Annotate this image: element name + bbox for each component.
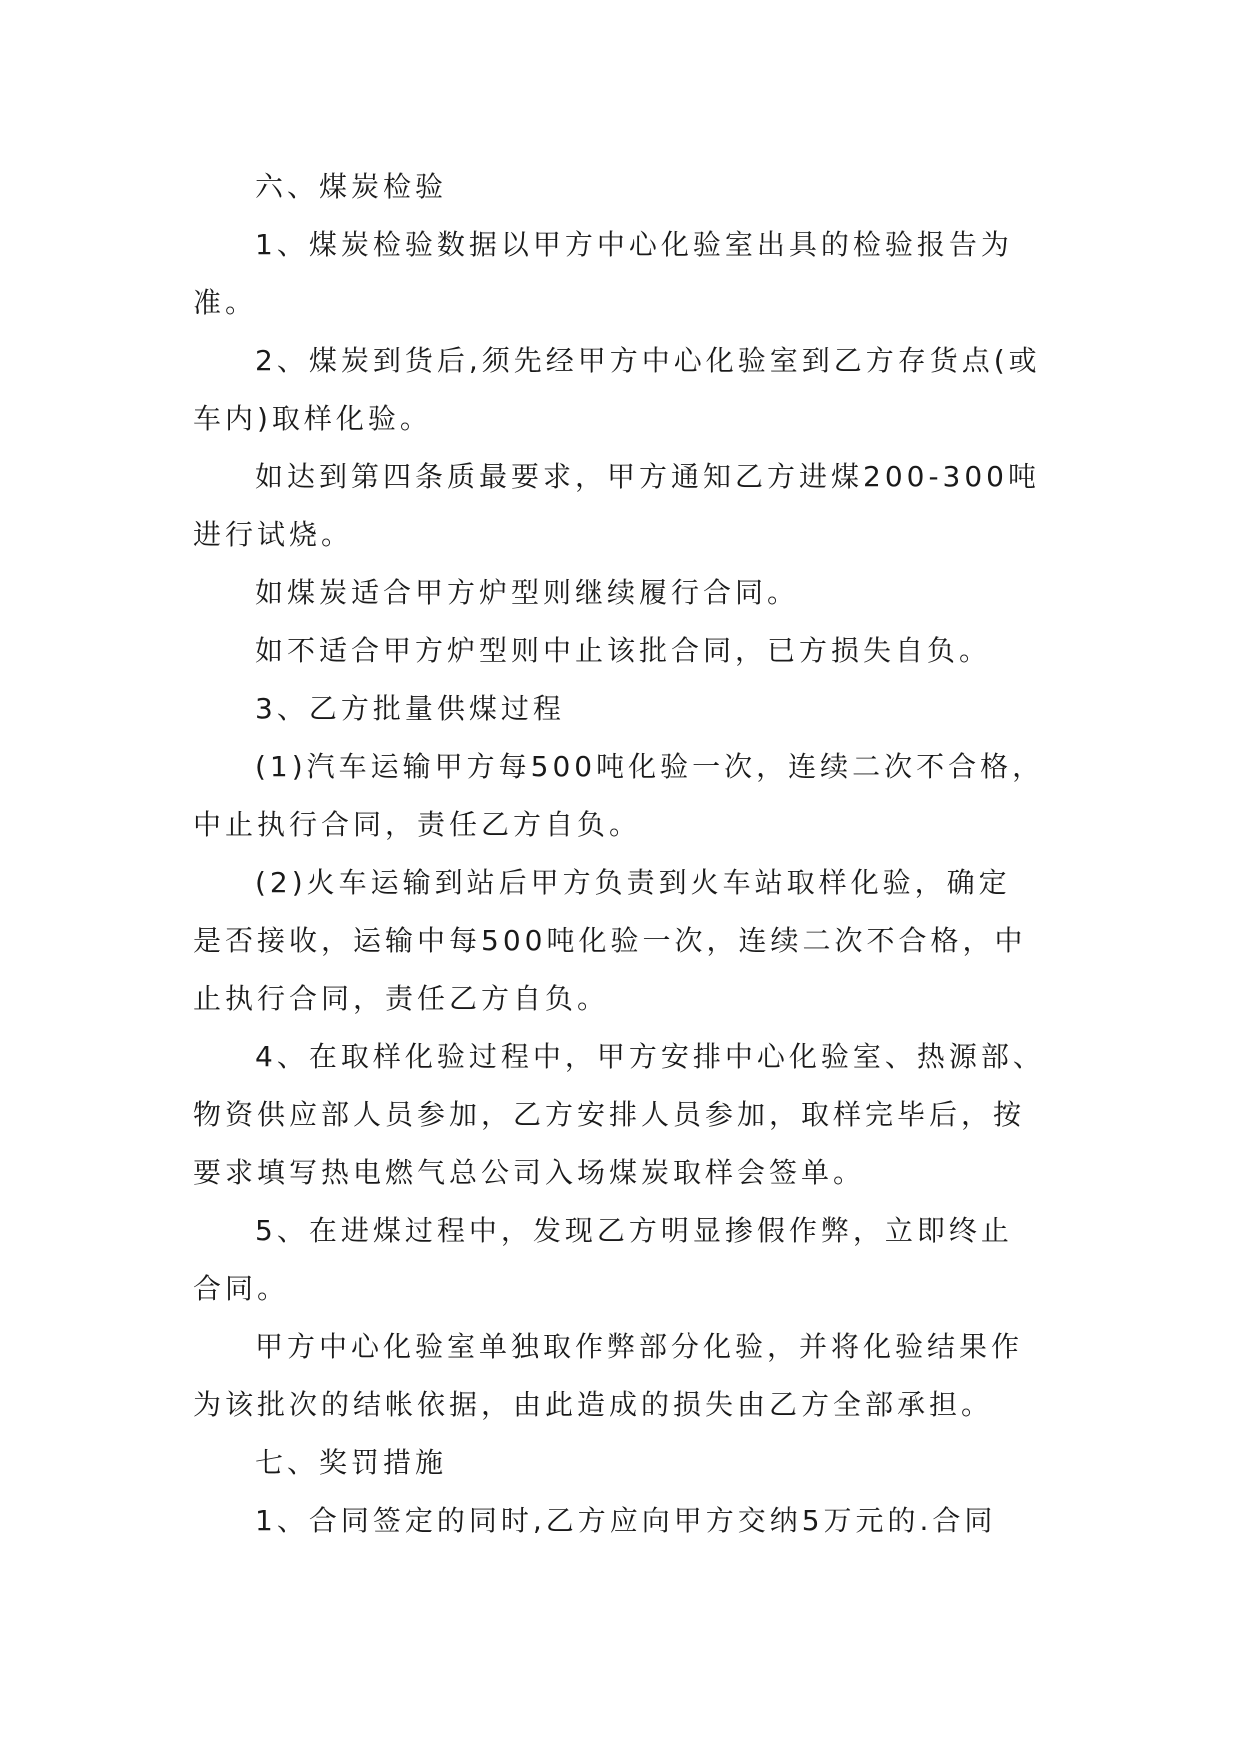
paragraph-line: 如达到第四条质最要求，甲方通知乙方进煤200-300吨	[255, 460, 1040, 493]
paragraph-line: 如不适合甲方炉型则中止该批合同，已方损失自负。	[255, 634, 992, 667]
section-heading: 六、煤炭检验	[255, 170, 448, 203]
paragraph-line: 1、合同签定的同时,乙方应向甲方交纳5万元的.合同	[255, 1504, 997, 1537]
paragraph-line: 准。	[193, 286, 258, 319]
paragraph-line: 车内)取样化验。	[193, 402, 432, 435]
paragraph-line: 合同。	[193, 1272, 290, 1305]
paragraph-line: (1)汽车运输甲方每500吨化验一次，连续二次不合格，	[255, 750, 1045, 783]
paragraph-line: 是否接收，运输中每500吨化验一次，连续二次不合格，中	[193, 924, 1027, 957]
paragraph-line: 进行试烧。	[193, 518, 354, 551]
document-body	[193, 158, 1053, 1550]
paragraph-line: 如煤炭适合甲方炉型则继续履行合同。	[255, 576, 800, 609]
paragraph-line: 为该批次的结帐依据，由此造成的损失由乙方全部承担。	[193, 1388, 994, 1421]
paragraph-line: 中止执行合同，责任乙方自负。	[193, 808, 642, 841]
paragraph-line: (2)火车运输到站后甲方负责到火车站取样化验，确定	[255, 866, 1011, 899]
paragraph-line: 2、煤炭到货后,须先经甲方中心化验室到乙方存货点(或	[255, 344, 1041, 377]
paragraph-line: 止执行合同，责任乙方自负。	[193, 982, 610, 1015]
paragraph-line: 甲方中心化验室单独取作弊部分化验，并将化验结果作	[255, 1330, 1024, 1363]
paragraph-line: 1、煤炭检验数据以甲方中心化验室出具的检验报告为	[255, 228, 1013, 261]
paragraph-line: 4、在取样化验过程中，甲方安排中心化验室、热源部、	[255, 1040, 1045, 1073]
paragraph-line: 5、在进煤过程中，发现乙方明显掺假作弊，立即终止	[255, 1214, 1013, 1247]
paragraph-line: 要求填写热电燃气总公司入场煤炭取样会签单。	[193, 1156, 866, 1189]
section-heading: 七、奖罚措施	[255, 1446, 448, 1479]
paragraph-line: 物资供应部人员参加，乙方安排人员参加，取样完毕后，按	[193, 1098, 1026, 1131]
paragraph-line: 3、乙方批量供煤过程	[255, 692, 565, 725]
